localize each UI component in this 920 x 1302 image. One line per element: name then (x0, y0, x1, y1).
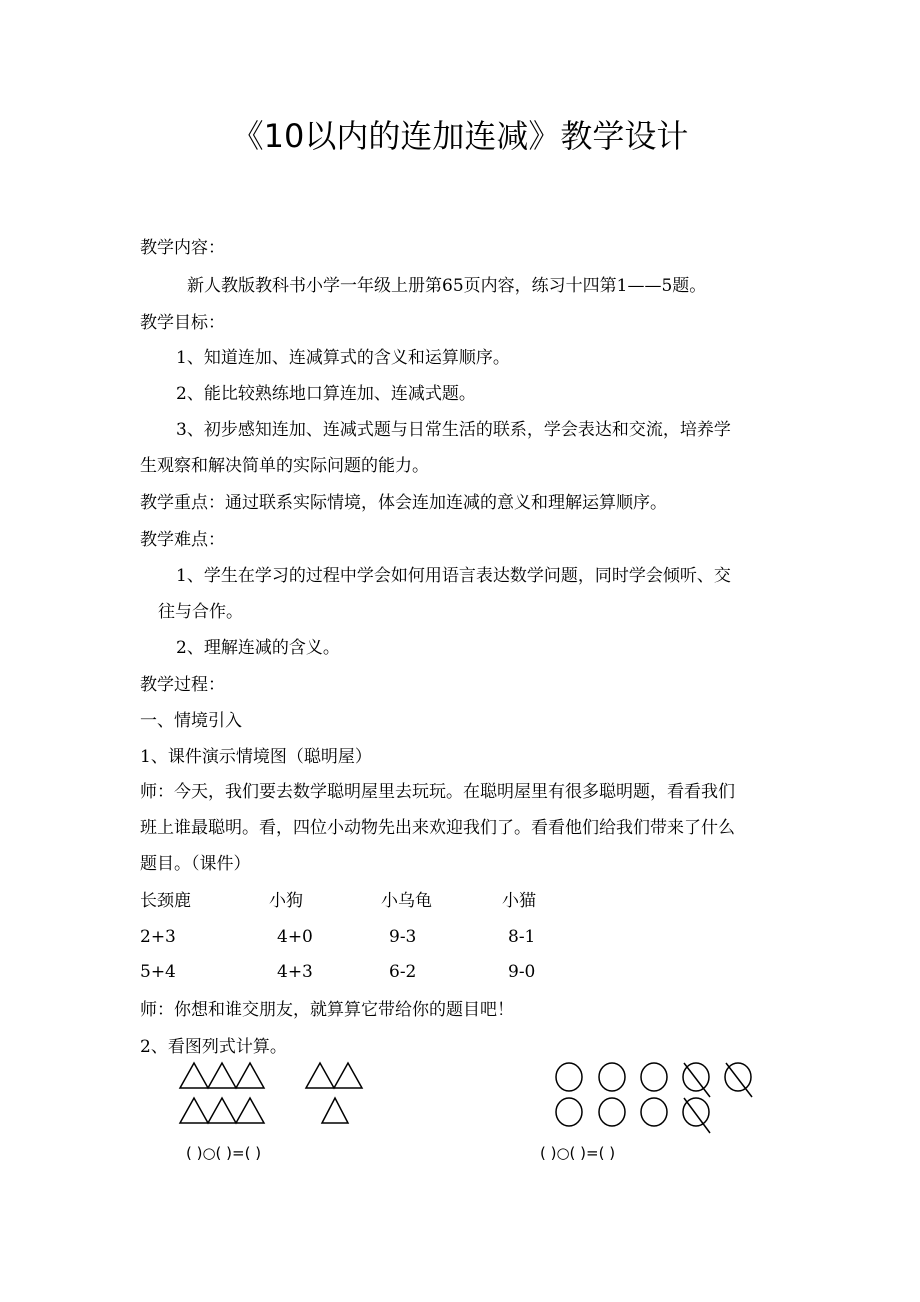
list-item: 2、能比较熟练地口算连加、连减式题。 (176, 384, 476, 404)
table-header: 小乌龟 (381, 891, 432, 911)
section-heading: 教学重点：通过联系实际情境，体会连加连减的意义和理解运算顺序。 (140, 493, 667, 513)
paragraph: 1、课件演示情境图（聪明屋） (140, 747, 372, 767)
table-cell: 4+3 (277, 962, 313, 982)
table-cell: 2+3 (140, 927, 176, 947)
section-heading: 一、情境引入 (140, 711, 242, 731)
list-item: 3、初步感知连加、连减式题与日常生活的联系，学会表达和交流，培养学 (176, 420, 731, 440)
table-cell: 9-3 (389, 927, 417, 947)
page-title: 《10以内的连加连减》教学设计 (231, 117, 689, 155)
list-item: 1、学生在学习的过程中学会如何用语言表达数学问题，同时学会倾听、交 (176, 566, 731, 586)
paragraph: 新人教版教科书小学一年级上册第65页内容，练习十四第1——5题。 (187, 276, 707, 296)
answer-blank-right: ( )○( )=( ) (540, 1144, 616, 1162)
list-item: 生观察和解决简单的实际问题的能力。 (140, 456, 429, 476)
table-header: 小猫 (502, 891, 536, 911)
section-heading: 教学过程： (140, 675, 225, 695)
section-heading: 教学目标： (140, 313, 225, 333)
table-cell: 9-0 (508, 962, 536, 982)
section-heading: 2、看图列式计算。 (140, 1037, 287, 1057)
paragraph: 师：今天，我们要去数学聪明屋里去玩玩。在聪明屋里有很多聪明题，看看我们 (140, 782, 735, 802)
table-cell: 4+0 (277, 927, 313, 947)
triangles-group (180, 1063, 362, 1123)
section-heading: 教学内容： (140, 238, 225, 258)
section-heading: 教学难点： (140, 530, 225, 550)
table-cell: 8-1 (508, 927, 536, 947)
answer-blank-left: ( )○( )=( ) (186, 1144, 262, 1162)
paragraph: 师：你想和谁交朋友，就算算它带给你的题目吧！ (140, 1000, 514, 1020)
paragraph: 班上谁最聪明。看，四位小动物先出来欢迎我们了。看看他们给我们带来了什么 (140, 818, 735, 838)
paragraph: 题目。（课件） (140, 854, 251, 874)
list-item: 1、知道连加、连减算式的含义和运算顺序。 (176, 348, 510, 368)
table-cell: 6-2 (389, 962, 417, 982)
list-item: 往与合作。 (158, 602, 243, 622)
list-item: 2、理解连减的含义。 (176, 638, 340, 658)
circles-group (556, 1063, 752, 1133)
table-header: 小狗 (269, 891, 303, 911)
table-cell: 5+4 (140, 962, 176, 982)
table-header: 长颈鹿 (140, 891, 191, 911)
